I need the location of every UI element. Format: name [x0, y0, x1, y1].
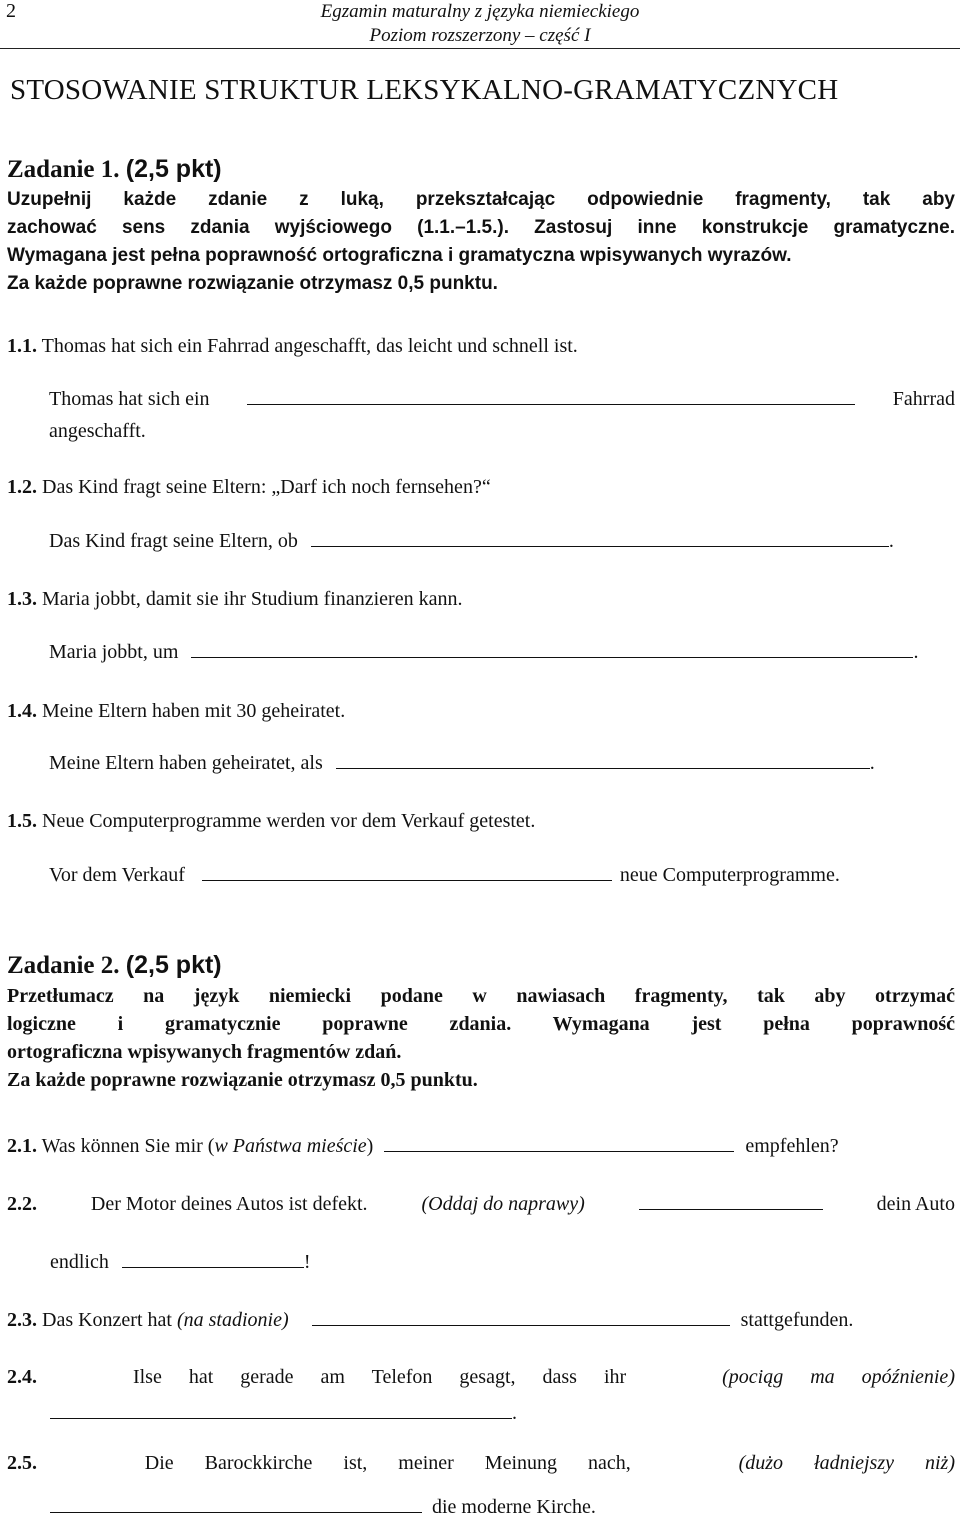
item-number: 2.1. — [7, 1135, 37, 1157]
item-number: 1.1. — [7, 335, 37, 357]
answer-blank[interactable] — [336, 750, 870, 769]
task1-instr-line3: Wymagana jest pełna poprawność ortograficzna i gramatyczna wpisywanych wyrazów. — [7, 245, 792, 266]
task2-title — [7, 950, 955, 981]
item-hint: (Oddaj do naprawy) — [421, 1193, 585, 1215]
task2-title-text: Zadanie 2. — [7, 952, 126, 979]
task1-instructions — [7, 186, 955, 298]
task2-instr-line4: Za każde poprawne rozwiązanie otrzymasz 0,5 punktu. — [7, 1069, 478, 1091]
item-text: endlich — [50, 1251, 109, 1273]
page-number: 2 — [6, 0, 16, 22]
exam-title — [300, 0, 660, 48]
item-suffix: die moderne Kirche. — [432, 1496, 596, 1518]
task2-instr-line3: ortograficzna wpisywanych fragmentów zdań. — [7, 1041, 402, 1063]
item-hint: (dużo ładniejszy niż) — [738, 1452, 955, 1474]
answer-suffix: . — [869, 752, 875, 774]
item-suffix: dein Auto — [876, 1193, 955, 1215]
item-1-1-continuation: angeschafft. — [49, 420, 146, 442]
answer-blank[interactable] — [191, 639, 913, 658]
item-text: Was können Sie mir ( — [41, 1135, 215, 1157]
item-2-4 — [7, 1364, 955, 1390]
answer-blank[interactable] — [122, 1249, 304, 1268]
task1-instr-line2: zachować sens zdania wyjściowego (1.1.–1.5.). Zastosuj inne konstrukcje gramatyczne. — [7, 217, 955, 238]
answer-prefix: Vor dem Verkauf — [49, 864, 185, 886]
section-title: STOSOWANIE STRUKTUR LEKSYKALNO-GRAMATYCZNYCH — [10, 74, 839, 106]
item-suffix: . — [512, 1402, 517, 1424]
task2-instr-line1: Przetłumacz na język niemiecki podane w nawiasach fragmenty, tak aby otrzymać — [7, 985, 955, 1007]
item-2-2 — [7, 1191, 955, 1217]
item-hint: (pociąg ma opóźnienie) — [722, 1366, 955, 1388]
item-text: Ilse hat gerade am Telefon gesagt, dass ihr — [132, 1366, 627, 1388]
item-number: 1.3. — [7, 588, 37, 610]
item-number: 1.5. — [7, 810, 37, 832]
page-header — [0, 0, 960, 49]
item-1-3-sentence — [7, 586, 462, 612]
item-text: Das Konzert hat — [42, 1309, 172, 1331]
task1-instr-line4: Za każde poprawne rozwiązanie otrzymasz 0,5 punktu. — [7, 273, 498, 294]
item-2-5 — [7, 1450, 955, 1476]
item-text: Meine Eltern haben mit 30 geheiratet. — [42, 700, 346, 722]
exam-title-line2: Poziom rozszerzony – część I — [369, 25, 591, 46]
answer-suffix: Fahrrad — [892, 388, 955, 410]
item-text-close: ) — [366, 1135, 374, 1157]
task1-instr-line1: Uzupełnij każde zdanie z luką, przekształcając odpowiednie fragmenty, tak aby — [7, 189, 955, 210]
item-1-4-answer — [49, 750, 875, 776]
answer-prefix: Maria jobbt, um — [49, 641, 179, 663]
item-number: 1.2. — [7, 476, 37, 498]
item-number: 2.5. — [7, 1452, 37, 1474]
item-1-2-answer — [49, 528, 894, 554]
item-hint: (na stadionie) — [176, 1309, 289, 1331]
item-2-3 — [7, 1307, 853, 1333]
task2-points: (2,5 pkt) — [125, 951, 222, 979]
item-number: 2.3. — [7, 1309, 37, 1331]
item-number: 2.2. — [7, 1193, 37, 1215]
answer-blank[interactable] — [202, 862, 612, 881]
answer-blank[interactable] — [311, 528, 889, 547]
item-text: Maria jobbt, damit sie ihr Studium finanzieren kann. — [42, 588, 463, 610]
item-suffix: empfehlen? — [745, 1135, 839, 1157]
item-2-2-continuation — [50, 1249, 311, 1275]
exam-title-line1: Egzamin maturalny z języka niemieckiego — [320, 1, 640, 22]
item-2-1 — [7, 1133, 839, 1159]
answer-prefix: Thomas hat sich ein — [49, 388, 210, 410]
item-text: Neue Computerprogramme werden vor dem Verkauf getestet. — [42, 810, 536, 832]
answer-suffix: neue Computerprogramme. — [619, 864, 840, 886]
item-suffix: ! — [303, 1251, 311, 1273]
item-1-4-sentence — [7, 698, 345, 724]
task2-instr-line2: logiczne i gramatycznie poprawne zdania. Wymagana jest pełna poprawność — [7, 1013, 955, 1035]
answer-prefix: Das Kind fragt seine Eltern, ob — [49, 530, 298, 552]
answer-blank[interactable] — [639, 1191, 823, 1210]
task2-header — [7, 950, 955, 981]
item-text: Das Kind fragt seine Eltern: „Darf ich noch fernsehen?“ — [42, 476, 491, 498]
item-2-5-continuation — [50, 1494, 596, 1520]
answer-suffix: . — [913, 641, 919, 663]
task2-instructions — [7, 982, 955, 1094]
task1-points: (2,5 pkt) — [125, 155, 222, 183]
answer-blank[interactable] — [312, 1307, 730, 1326]
task1-title — [7, 154, 955, 185]
item-1-1-answer — [49, 386, 955, 412]
item-1-3-answer — [49, 639, 918, 665]
item-hint: w Państwa mieście — [214, 1135, 367, 1157]
item-text: Die Barockkirche ist, meiner Meinung nach, — [144, 1452, 631, 1474]
answer-prefix: Meine Eltern haben geheiratet, als — [49, 752, 323, 774]
item-text: Thomas hat sich ein Fahrrad angeschafft, das leicht und schnell ist. — [41, 335, 578, 357]
task1-title-text: Zadanie 1. — [7, 156, 126, 183]
answer-blank[interactable] — [50, 1400, 512, 1419]
answer-blank[interactable] — [247, 386, 855, 405]
answer-blank[interactable] — [50, 1494, 422, 1513]
item-number: 1.4. — [7, 700, 37, 722]
item-1-5-sentence — [7, 808, 535, 834]
answer-suffix: . — [888, 530, 894, 552]
item-text: Der Motor deines Autos ist defekt. — [90, 1193, 368, 1215]
item-1-2-sentence — [7, 474, 491, 500]
item-1-5-answer — [49, 862, 840, 888]
item-2-4-continuation — [50, 1400, 517, 1426]
item-1-1-sentence — [7, 333, 578, 359]
task1-header — [7, 154, 955, 185]
item-suffix: stattgefunden. — [740, 1309, 854, 1331]
answer-blank[interactable] — [384, 1133, 734, 1152]
item-number: 2.4. — [7, 1366, 37, 1388]
